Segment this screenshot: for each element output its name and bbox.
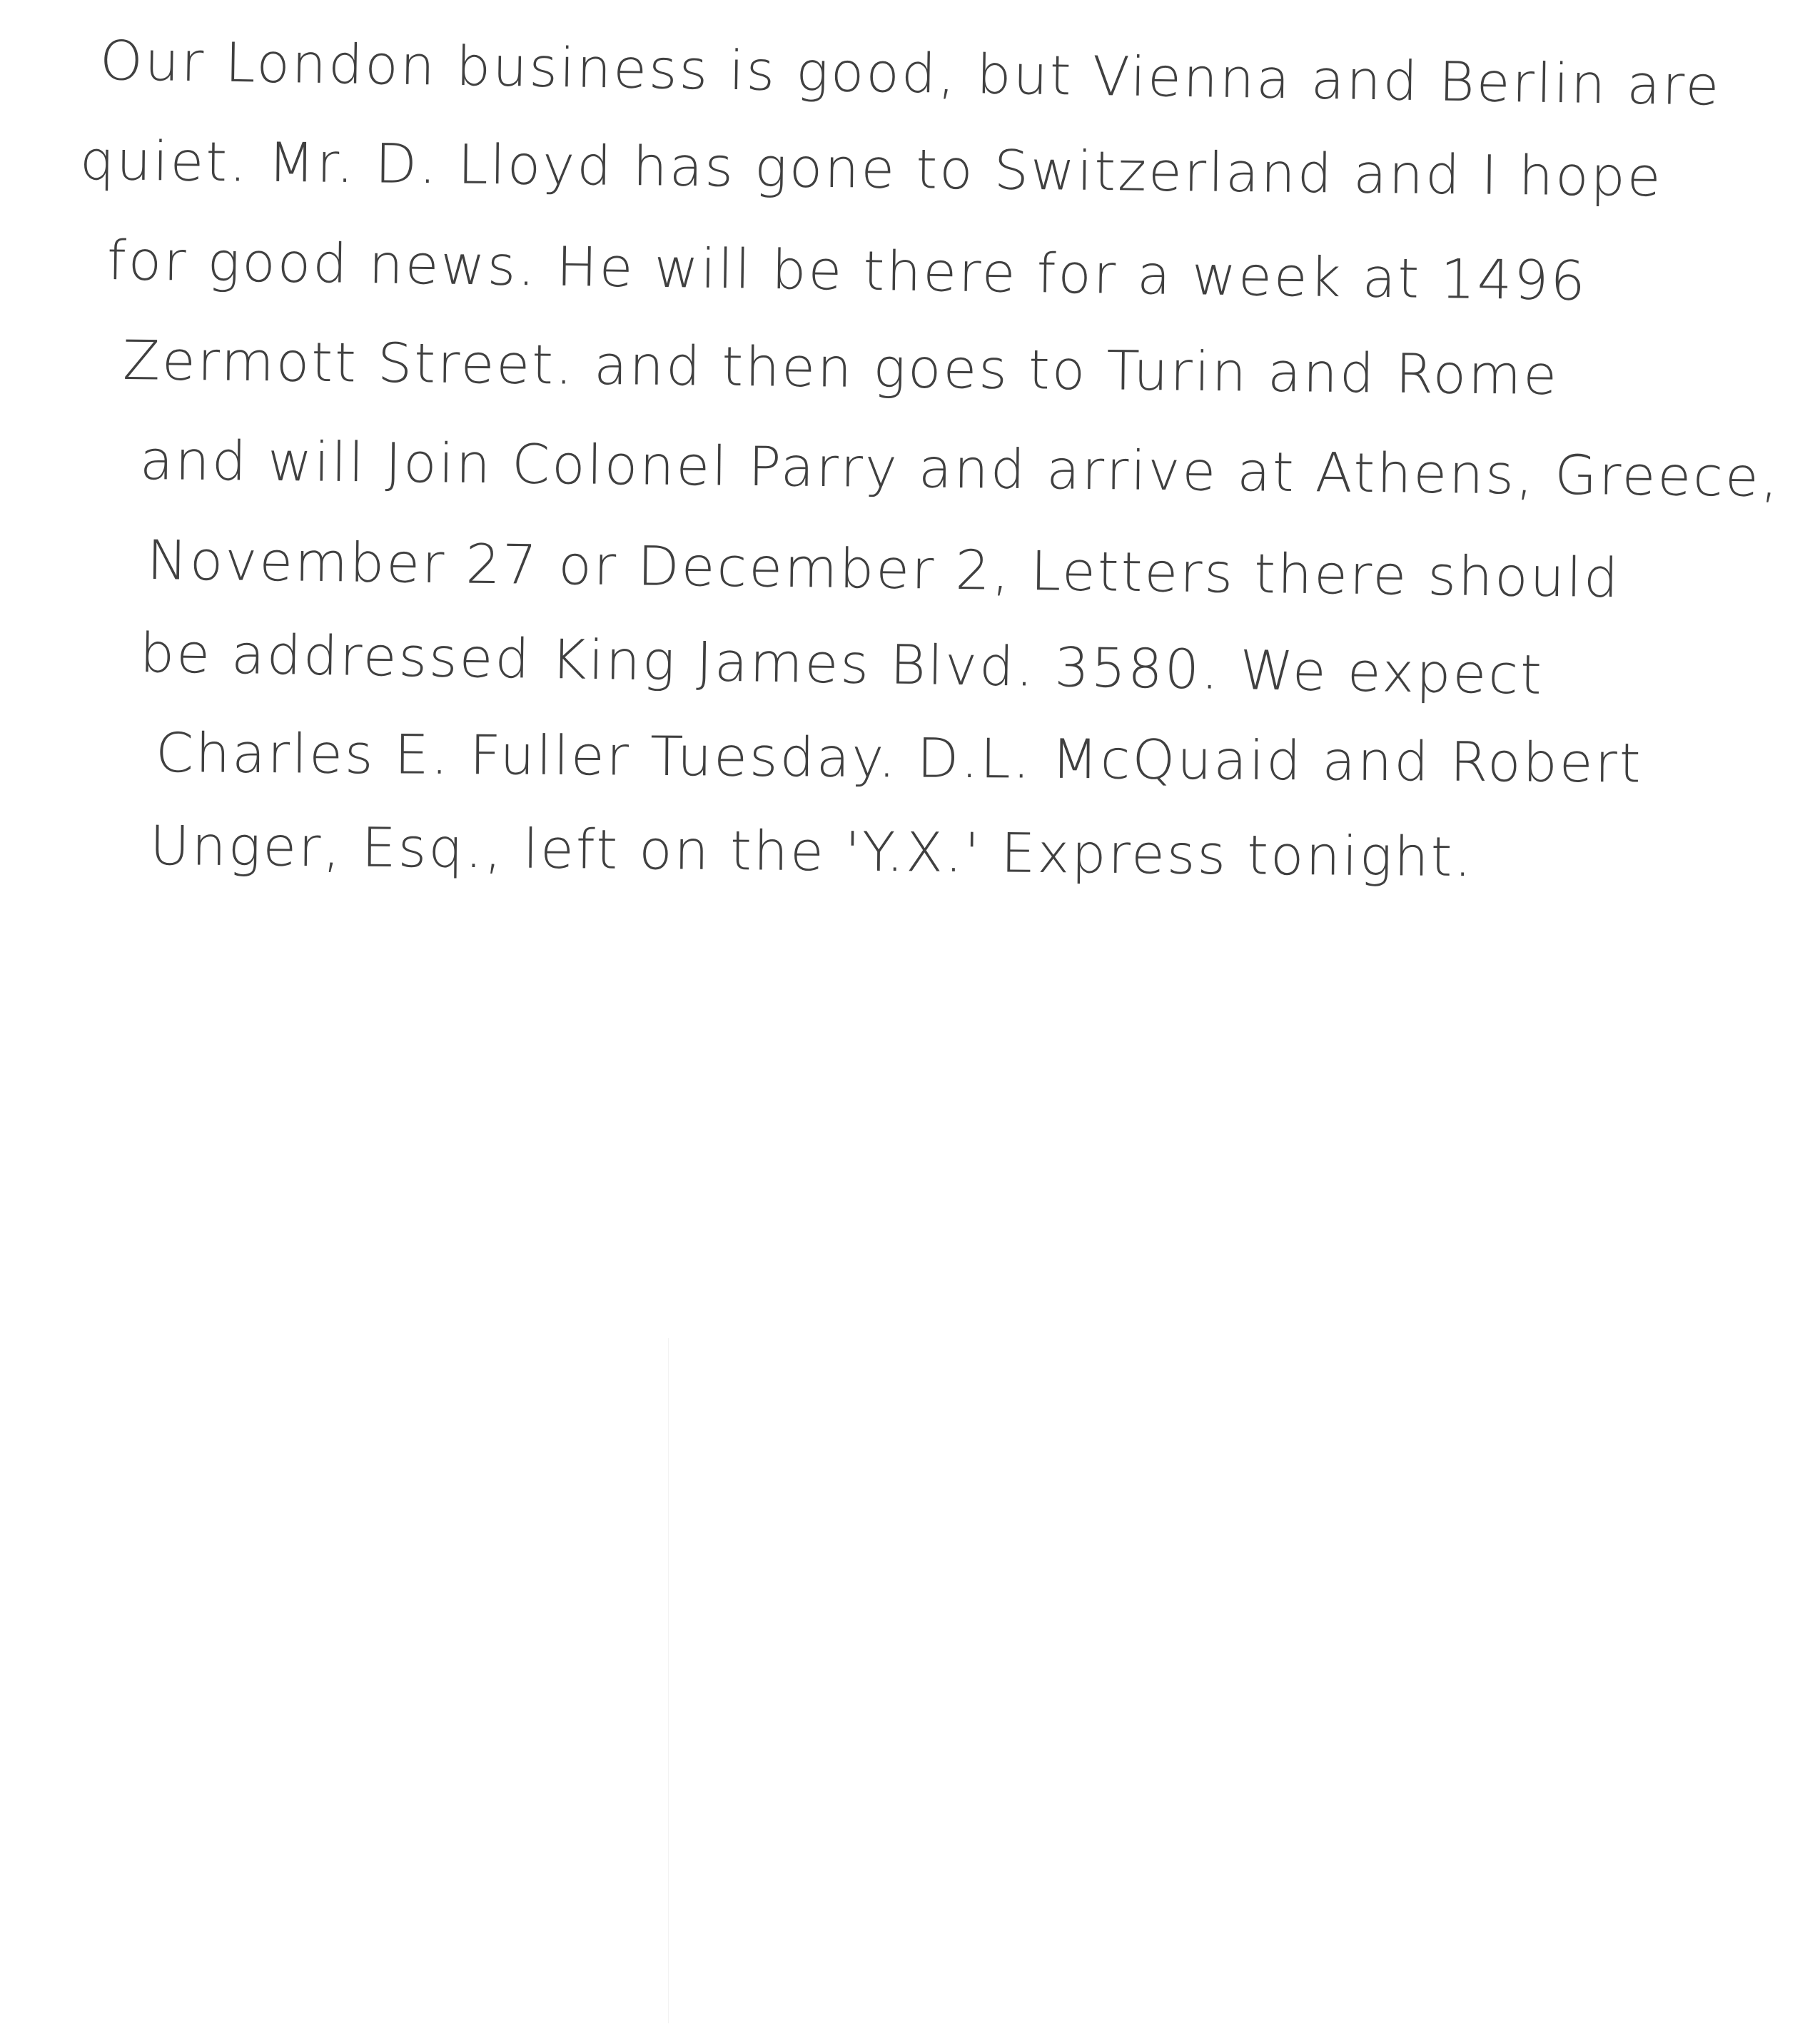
letter-line-9: Unger, Esq., left on the 'Y.X.' Express tonight. — [149, 814, 1474, 889]
letter-line-8: Charles E. Fuller Tuesday. D.L. McQuaid and Robert — [155, 721, 1643, 795]
letter-line-3: for good news. He will be there for a week at 1496 — [106, 228, 1588, 313]
letter-line-6: November 27 or December 2, Letters there should — [146, 528, 1621, 610]
letter-line-7: be addressed King James Blvd. 3580. We expect — [139, 621, 1545, 707]
letter-line-5: and will Join Colonel Parry and arrive at Athens, Greece, — [139, 428, 1781, 510]
letter-line-1: Our London business is good, but Vienna and Berlin are — [99, 29, 1722, 118]
letter-line-4: Zermott Street. and then goes to Turin and Rome — [122, 328, 1559, 408]
letter-line-2: quiet. Mr. D. Lloyd has gone to Switzerland and I hope — [79, 128, 1664, 209]
paper-fold-line — [668, 1338, 669, 2023]
